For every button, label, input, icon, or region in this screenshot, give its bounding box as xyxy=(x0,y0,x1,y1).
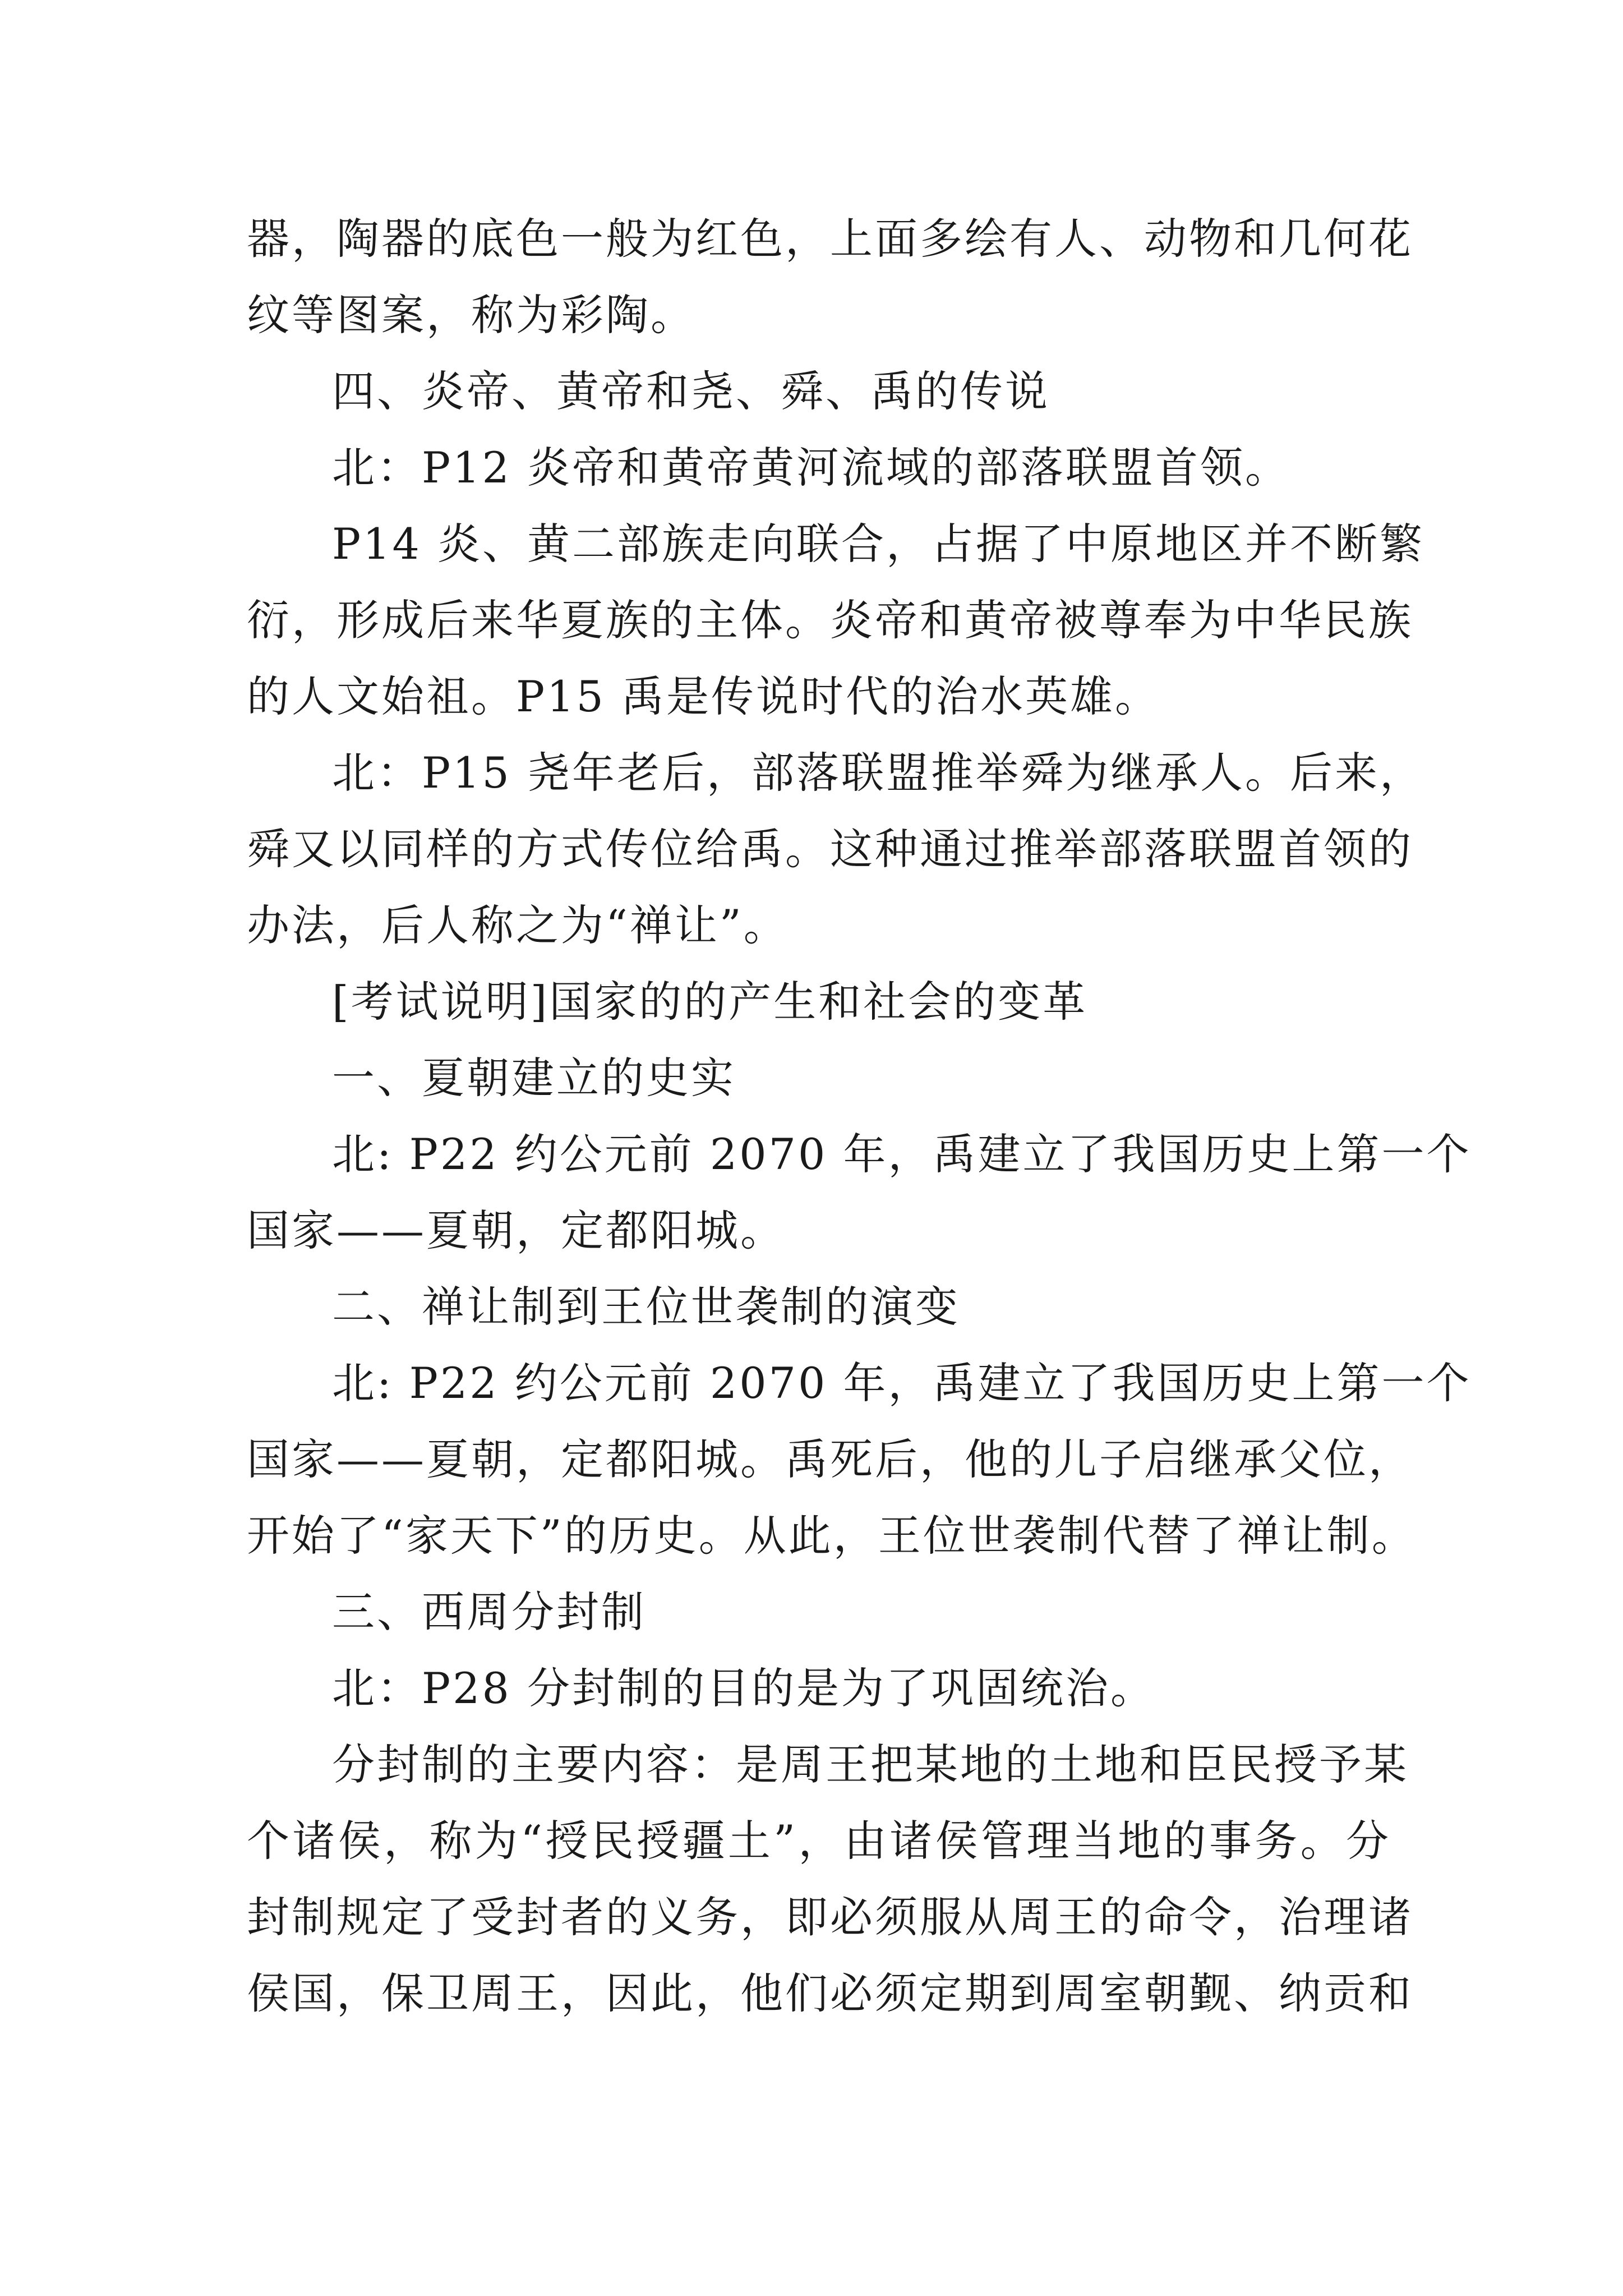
text-line: 分封制的主要内容：是周王把某地的土地和臣民授予某 xyxy=(332,1740,1409,1789)
text-line: 舜又以同样的方式传位给禹。这种通过推举部落联盟首领的 xyxy=(247,824,1413,874)
text-line: 北: P22 约公元前 2070 年，禹建立了我国历史上第一个 xyxy=(332,1358,1472,1408)
text-line: 个诸侯，称为“授民授疆土”，由诸侯管理当地的事务。分 xyxy=(247,1816,1391,1866)
text-line: 北：P15 尧年老后，部落联盟推举舜为继承人。后来， xyxy=(332,748,1425,798)
text-line: 国家——夏朝，定都阳城。 xyxy=(247,1205,785,1255)
text-line: 开始了“家天下”的历史。从此，王位世袭制代替了禅让制。 xyxy=(247,1511,1417,1561)
text-line: 侯国，保卫周王，因此，他们必须定期到周室朝觐、纳贡和 xyxy=(247,1968,1413,2018)
section-heading: 三、西周分封制 xyxy=(332,1587,646,1637)
text-line: 办法，后人称之为“禅让”。 xyxy=(247,900,789,950)
text-line: 的人文始祖。P15 禹是传说时代的治水英雄。 xyxy=(247,671,1160,721)
section-heading: 二、禅让制到王位世袭制的演变 xyxy=(332,1282,960,1332)
text-line: 北：P12 炎帝和黄帝黄河流域的部落联盟首领。 xyxy=(332,443,1290,493)
section-heading: 四、炎帝、黄帝和尧、舜、禹的传说 xyxy=(332,366,1050,416)
section-heading: [考试说明]国家的的产生和社会的变革 xyxy=(332,977,1088,1027)
text-line: 器，陶器的底色一般为红色，上面多绘有人、动物和几何花 xyxy=(247,214,1413,264)
text-line: P14 炎、黄二部族走向联合，占据了中原地区并不断繁 xyxy=(332,519,1425,569)
text-line: 纹等图案，称为彩陶。 xyxy=(247,290,695,340)
text-line: 封制规定了受封者的义务，即必须服从周王的命令，治理诸 xyxy=(247,1892,1413,1942)
text-line: 国家——夏朝，定都阳城。禹死后，他的儿子启继承父位， xyxy=(247,1434,1413,1484)
text-line: 北: P22 约公元前 2070 年，禹建立了我国历史上第一个 xyxy=(332,1129,1472,1179)
section-heading: 一、夏朝建立的史实 xyxy=(332,1053,736,1103)
document-page xyxy=(247,201,1472,2032)
text-line: 衍，形成后来华夏族的主体。炎帝和黄帝被尊奉为中华民族 xyxy=(247,595,1413,645)
text-line: 北：P28 分封制的目的是为了巩固统治。 xyxy=(332,1663,1156,1713)
